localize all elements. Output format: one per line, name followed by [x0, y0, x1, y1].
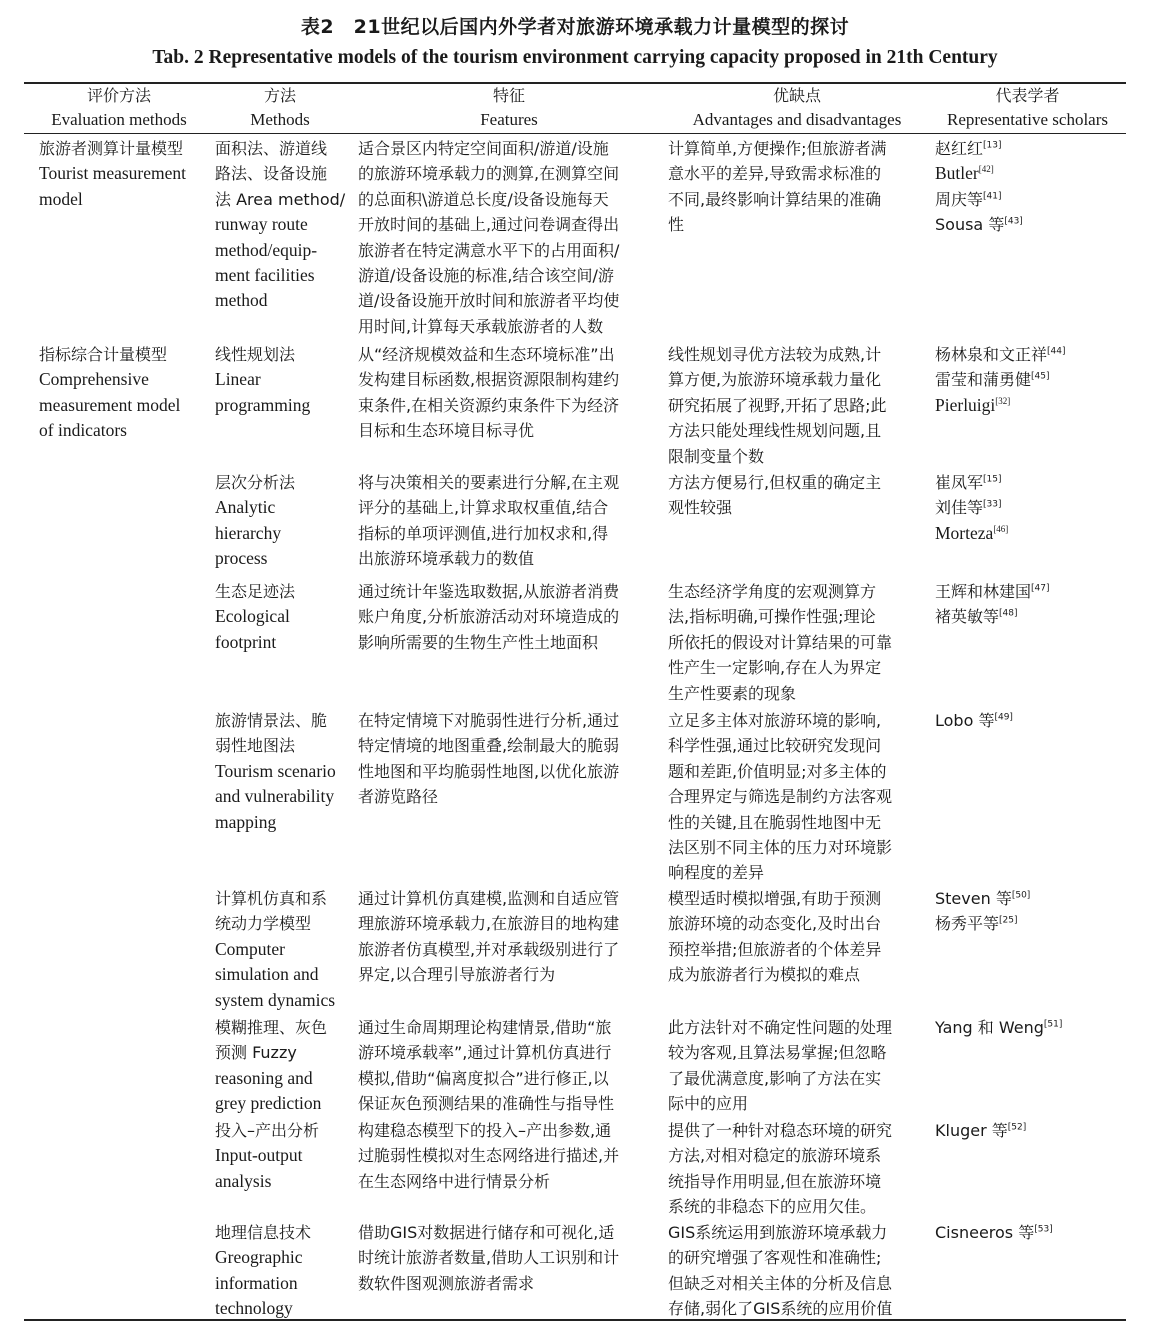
method-cell-line: footprint: [215, 631, 277, 652]
pros-cons-cell: [668, 470, 930, 521]
method-cell: [215, 136, 355, 314]
method-cell-line: and vulnerability: [215, 786, 335, 807]
table-caption-cn: 表2 21世纪以后国内外学者对旅游环境承载力计量模型的探讨: [300, 16, 850, 38]
method-cell: [215, 470, 355, 572]
reference-marker: [52]: [1007, 1122, 1027, 1133]
pros-cons-cell: [668, 579, 930, 706]
group-tourist-measurement: 旅游者测算计量模型 Tourist measurement model: [39, 139, 186, 209]
pros-cons-cell-line: 性的关键,且在脆弱性地图中无: [668, 812, 882, 832]
pros-cons-cell-line: 生产性要素的现象: [668, 683, 797, 703]
scholars-cell: [935, 136, 1130, 238]
method-cell-line: 路法、设备设施: [215, 164, 328, 184]
scholar-name: Butler[42]: [935, 163, 994, 184]
method-cell-line: Computer: [215, 938, 285, 959]
method-cell-line: 线性规划法: [215, 345, 296, 364]
table-bottom-rule: [24, 1319, 1126, 1321]
pros-cons-cell-line: 法区别不同主体的压力对环境影: [668, 838, 893, 858]
method-cell-line: simulation and: [215, 964, 319, 985]
features-cell-line: 者游览路径: [358, 787, 439, 807]
scholar-name: 刘佳等[33]: [935, 498, 1002, 518]
header-features: 特征 Features: [480, 86, 538, 129]
method-cell-line: 面积法、游道线: [215, 139, 328, 158]
features-cell-line: 性地图和平均脆弱性地图,以优化旅游: [358, 761, 620, 781]
method-cell-line: 弱性地图法: [215, 736, 296, 756]
features-cell-line: 在生态网络中进行情景分析: [358, 1171, 551, 1191]
method-cell-line: method/equip-: [215, 239, 318, 260]
scholar-name: 杨秀平等[25]: [935, 914, 1018, 934]
pros-cons-cell-line: 统指导作用明显,但在旅游环境: [668, 1171, 882, 1191]
pros-cons-cell-line: 方法只能处理线性规划问题,且: [668, 421, 882, 441]
reference-marker: [25]: [999, 916, 1018, 927]
reference-marker: [45]: [1031, 372, 1050, 383]
features-cell-line: 束条件,在相关资源约束条件下为经济: [358, 395, 620, 415]
pros-cons-cell-line: 意水平的差异,导致需求标准的: [668, 164, 882, 184]
method-cell-line: runway route: [215, 214, 308, 235]
method-cell-line: method: [215, 290, 268, 311]
method-cell-line: programming: [215, 394, 311, 415]
features-cell-line: 适合景区内特定空间面积/游道/设施: [358, 139, 609, 158]
method-cell: [215, 886, 355, 1013]
features-cell-line: 模拟,借助“偏离度拟合”进行修正,以: [358, 1068, 609, 1088]
pros-cons-cell: [668, 708, 930, 886]
pros-cons-cell: [668, 1118, 930, 1220]
scholars-cell: [935, 708, 1130, 733]
features-cell: [358, 470, 660, 572]
method-cell-line: technology: [215, 1298, 293, 1319]
scholars-cell: [935, 342, 1130, 418]
method-cell: [215, 1015, 355, 1117]
scholar-name: 周庆等[41]: [935, 189, 1002, 209]
features-cell-line: 特定情境的地图重叠,绘制最大的脆弱: [358, 736, 620, 756]
scholars-cell: [935, 1220, 1130, 1245]
pros-cons-cell-line: 题和差距,价值明显;对多主体的: [668, 761, 887, 781]
scholar-name: Steven 等[50]: [935, 889, 1031, 908]
header-advantages: 优缺点 Advantages and disadvantages: [692, 86, 902, 129]
scholar-name: 褚英敏等[48]: [935, 607, 1018, 627]
pros-cons-cell-line: 了最优满意度,影响了方法在实: [668, 1068, 882, 1088]
features-cell: [358, 886, 660, 988]
pros-cons-cell-line: 较为客观,且算法易掌握;但忽略: [668, 1043, 887, 1063]
reference-marker: [46]: [993, 523, 1009, 534]
features-cell-line: 从“经济规模效益和生态环境标准”出: [358, 345, 615, 364]
pros-cons-cell: [668, 1015, 930, 1117]
reference-marker: [53]: [1034, 1224, 1053, 1235]
pros-cons-cell: [668, 136, 930, 238]
table-header-rule: [24, 133, 1126, 134]
features-cell-line: 道/设备设施开放时间和旅游者平均使: [358, 291, 620, 311]
method-cell-line: mapping: [215, 811, 277, 832]
scholar-name: Cisneeros 等[53]: [935, 1223, 1053, 1242]
scholar-name: 王辉和林建国[47]: [935, 582, 1050, 601]
pros-cons-cell: [668, 1220, 930, 1322]
pros-cons-cell-line: 立足多主体对旅游环境的影响,: [668, 711, 882, 730]
features-cell-line: 账户角度,分析旅游活动对环境造成的: [358, 607, 620, 627]
pros-cons-cell-line: 预控举措;但旅游者的个体差异: [668, 939, 882, 959]
features-cell-line: 游环境承载率”,通过计算机仿真进行: [358, 1043, 612, 1063]
header-methods: 方法 Methods: [250, 86, 310, 129]
features-cell-line: 构建稳态模型下的投入–产出参数,通: [358, 1121, 612, 1140]
method-cell: [215, 708, 355, 835]
method-cell-line: 统动力学模型: [215, 914, 312, 934]
features-cell-line: 通过计算机仿真建模,监测和自适应管: [358, 889, 620, 908]
features-cell: [358, 1118, 660, 1194]
features-cell: [358, 342, 660, 444]
pros-cons-cell-line: 研究拓展了视野,开拓了思路;此: [668, 395, 887, 415]
pros-cons-cell-line: 法,指标明确,可操作性强;理论: [668, 607, 876, 627]
reference-marker: [50]: [1011, 890, 1031, 901]
method-cell-line: analysis: [215, 1170, 272, 1191]
scholar-name: Kluger 等[52]: [935, 1121, 1027, 1140]
pros-cons-cell-line: 旅游环境的动态变化,及时出台: [668, 914, 882, 934]
reference-marker: [47]: [1031, 583, 1050, 594]
features-cell-line: 影响所需要的生物生产性土地面积: [358, 632, 599, 652]
method-cell: [215, 342, 355, 418]
method-cell-line: system dynamics: [215, 989, 336, 1010]
pros-cons-cell-line: 合理界定与筛选是制约方法客观: [668, 787, 893, 807]
pros-cons-cell-line: 成为旅游者行为模拟的难点: [668, 965, 861, 985]
reference-marker: [51]: [1043, 1019, 1063, 1030]
method-cell-line: 旅游情景法、脆: [215, 711, 328, 730]
features-cell-line: 保证灰色预测结果的准确性与指导性: [358, 1094, 615, 1114]
scholar-name: 崔凤军[15]: [935, 473, 1002, 492]
pros-cons-cell-line: 系统的非稳态下的应用欠佳。: [668, 1197, 877, 1217]
pros-cons-cell-line: 模型适时模拟增强,有助于预测: [668, 889, 882, 908]
pros-cons-cell-line: 性产生一定影响,存在人为界定: [668, 658, 882, 678]
table-caption-en: Tab. 2 Representative models of the tourism environment carrying capacity proposed in 21th Century: [152, 47, 998, 68]
reference-marker: [32]: [995, 395, 1011, 406]
method-cell-line: hierarchy: [215, 522, 282, 543]
header-scholars: 代表学者 Representative scholars: [947, 86, 1108, 129]
pros-cons-cell-line: 但缺乏对相关主体的分析及信息: [668, 1273, 893, 1293]
reference-marker: [42]: [978, 164, 994, 175]
features-cell-line: 旅游者在特定满意水平下的占用面积/: [358, 240, 620, 260]
features-cell-line: 将与决策相关的要素进行分解,在主观: [358, 473, 620, 492]
method-cell-line: 生态足迹法: [215, 582, 296, 601]
scholar-name: 杨林泉和文正祥[44]: [935, 345, 1066, 364]
reference-marker: [44]: [1047, 346, 1066, 357]
features-cell-line: 在特定情境下对脆弱性进行分析,通过: [358, 711, 620, 730]
pros-cons-cell-line: 所依托的假设对计算结果的可靠: [668, 632, 893, 652]
reference-marker: [48]: [999, 609, 1018, 620]
reference-marker: [33]: [983, 500, 1002, 511]
pros-cons-cell-line: 不同,最终影响计算结果的准确: [668, 189, 882, 209]
reference-marker: [15]: [983, 474, 1002, 485]
features-cell-line: 用时间,计算每天承载旅游者的人数: [358, 316, 604, 336]
method-cell-line: grey prediction: [215, 1093, 322, 1114]
pros-cons-cell-line: 性: [668, 215, 685, 235]
pros-cons-cell-line: 计算简单,方便操作;但旅游者满: [668, 139, 887, 158]
scholars-cell: [935, 470, 1130, 546]
features-cell-line: 评分的基础上,计算求取权重值,结合: [358, 498, 609, 518]
features-cell-line: 界定,以合理引导旅游者行为: [358, 965, 556, 985]
pros-cons-cell-line: 生态经济学角度的宏观测算方: [668, 582, 877, 601]
scholar-name: 赵红红[13]: [935, 139, 1002, 158]
scholar-name: Yang 和 Weng[51]: [935, 1018, 1063, 1037]
features-cell-line: 出旅游环境承载力的数值: [358, 549, 535, 569]
pros-cons-cell-line: 观性较强: [668, 498, 733, 518]
method-cell-line: Tourism scenario: [215, 760, 336, 781]
features-cell-line: 开放时间的基础上,通过问卷调查得出: [358, 215, 620, 235]
features-cell-line: 游道/设备设施的标准,结合该空间/游: [358, 266, 614, 286]
pros-cons-cell-line: 限制变量个数: [668, 446, 765, 466]
reference-marker: [43]: [1004, 216, 1023, 227]
method-cell-line: Input-output: [215, 1145, 303, 1166]
method-cell-line: 法 Area method/: [215, 189, 346, 209]
method-cell-line: 投入–产出分析: [215, 1121, 320, 1140]
pros-cons-cell-line: 科学性强,通过比较研究发现问: [668, 736, 882, 756]
method-cell-line: Ecological: [215, 606, 290, 627]
pros-cons-cell-line: GIS系统运用到旅游环境承载力: [668, 1223, 888, 1242]
scholars-cell: [935, 579, 1130, 630]
features-cell-line: 理旅游环境承载力,在旅游目的地构建: [358, 914, 620, 934]
pros-cons-cell-line: 线性规划寻优方法较为成熟,计: [668, 345, 882, 364]
features-cell-line: 的旅游环境承载力的测算,在测算空间: [358, 164, 620, 184]
scholar-name: Sousa 等[43]: [935, 215, 1023, 235]
features-cell: [358, 136, 660, 339]
scholars-cell: [935, 1118, 1130, 1143]
features-cell-line: 旅游者仿真模型,并对承载级别进行了: [358, 939, 620, 959]
reference-marker: [13]: [983, 140, 1002, 151]
method-cell-line: Analytic: [215, 497, 276, 518]
features-cell-line: 数软件图观测旅游者需求: [358, 1273, 535, 1293]
method-cell-line: ment facilities: [215, 265, 315, 286]
pros-cons-cell-line: 存储,弱化了GIS系统的应用价值: [668, 1299, 893, 1319]
pros-cons-cell-line: 方法,对相对稳定的旅游环境系: [668, 1146, 882, 1166]
method-cell: [215, 579, 355, 655]
method-cell-line: information: [215, 1272, 298, 1293]
pros-cons-cell-line: 算方便,为旅游环境承载力量化: [668, 370, 882, 390]
group-comprehensive-measurement: 指标综合计量模型 Comprehensive measurement model of indicators: [39, 345, 181, 441]
method-cell-line: process: [215, 548, 268, 569]
scholar-name: Lobo 等[49]: [935, 711, 1013, 730]
method-cell-line: 层次分析法: [215, 473, 296, 492]
pros-cons-cell-line: 的研究增强了客观性和准确性;: [668, 1248, 882, 1268]
method-cell-line: 计算机仿真和系: [215, 889, 328, 908]
method-cell-line: Linear: [215, 369, 261, 390]
scholars-cell: [935, 886, 1130, 937]
features-cell-line: 过脆弱性模拟对生态网络进行描述,并: [358, 1146, 620, 1166]
features-cell: [358, 579, 660, 655]
features-cell-line: 目标和生态环境目标寻优: [358, 421, 535, 441]
method-cell: [215, 1220, 355, 1322]
features-cell: [358, 1220, 660, 1296]
method-cell: [215, 1118, 355, 1194]
features-cell-line: 时统计旅游者数量,借助人工识别和计: [358, 1248, 620, 1268]
features-cell-line: 通过生命周期理论构建情景,借助“旅: [358, 1018, 612, 1037]
scholar-name: Morteza[46]: [935, 522, 1009, 543]
features-cell-line: 借助GIS对数据进行储存和可视化,适: [358, 1223, 615, 1242]
header-evaluation-methods: 评价方法 Evaluation methods: [51, 86, 187, 129]
pros-cons-cell-line: 响程度的差异: [668, 863, 765, 883]
pros-cons-cell-line: 方法方便易行,但权重的确定主: [668, 473, 882, 492]
pros-cons-cell-line: 提供了一种针对稳态环境的研究: [668, 1121, 893, 1140]
pros-cons-cell: [668, 342, 930, 469]
scholars-cell: [935, 1015, 1130, 1040]
pros-cons-cell: [668, 886, 930, 988]
scholar-name: Pierluigi[32]: [935, 394, 1011, 415]
reference-marker: [49]: [994, 712, 1013, 723]
method-cell-line: reasoning and: [215, 1067, 313, 1088]
features-cell-line: 指标的单项评测值,进行加权求和,得: [358, 523, 609, 543]
features-cell-line: 发构建目标函数,根据资源限制构建约: [358, 370, 620, 390]
method-cell-line: 地理信息技术: [215, 1223, 312, 1242]
features-cell: [358, 1015, 660, 1117]
features-cell-line: 的总面积\游道总长度/设备设施每天: [358, 189, 609, 209]
reference-marker: [41]: [983, 191, 1002, 202]
pros-cons-cell-line: 际中的应用: [668, 1094, 749, 1114]
scholar-name: 雷莹和蒲勇健[45]: [935, 370, 1050, 390]
features-cell-line: 通过统计年鉴选取数据,从旅游者消费: [358, 582, 620, 601]
method-cell-line: Greographic: [215, 1247, 303, 1268]
method-cell-line: 模糊推理、灰色: [215, 1018, 328, 1037]
method-cell-line: 预测 Fuzzy: [215, 1043, 297, 1063]
pros-cons-cell-line: 此方法针对不确定性问题的处理: [668, 1018, 893, 1037]
features-cell: [358, 708, 660, 810]
